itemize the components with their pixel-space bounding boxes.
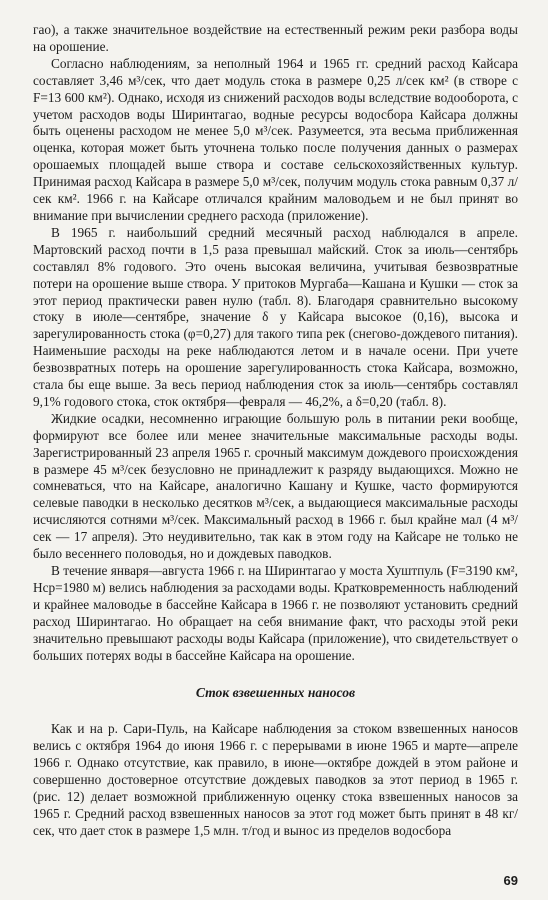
paragraph-1965-discharge: В 1965 г. наибольший средний месячный расход наблюдался в апреле. Мартовский расход почти в 1,5 раза превышал майский. Сток за июль—сентябрь составлял 8% годового. Это очень высокая величина, учитывая безвозвратные потери на орошение выше створа. У притоков Мургаба—Кашана и Кушки — сток за этот период практически равен нулю (табл. 8). Благодаря сравнительно высокому стоку в июле—сентябре, значение δ у Кайсара высокое (0,16), высока и зарегулированность стока (φ=0,27) для такого типа рек (снегово-дождевого питания). Наименьшие расходы на реке наблюдаются летом и в начале осени. При учете безвозвратных потерь на орошение зарегулированность стока Кайсара, возможно, стала бы еще выше. За весь период наблюдения сток за июль—сентябрь составлял 9,1% годового стока, сток октября—февраля — 46,2%, а δ=0,20 (табл. 8). (33, 224, 518, 409)
paragraph-shirintagao: В течение января—августа 1966 г. на Ширинтагао у моста Хуштпуль (F=3190 км², Hср=1980 м) велись наблюдения за расходами воды. Кратковременность наблюдений и крайнее маловодье в бассейне Кайсара в 1966 г. не позволяют установить средний расход Ширинтагао. Но обращает на себя внимание факт, что расходы этой реки значительно превышают расходы воды Кайсара (приложение), что свидетельствует о больших потерях воды в бассейне Кайсара на орошение. (33, 563, 518, 663)
paragraph-liquid-precipitation: Жидкие осадки, несомненно играющие большую роль в питании реки вообще, формируют все более или менее значительные максимальные расходы воды. Зарегистрированный 23 апреля 1965 г. срочный максимум дождевого происхождения в размере 45 м³/сек безусловно не принадлежит к разряду выдающихся. Можно не сомневаться, что на Кайсаре, аналогично Кашану и Кушке, часто формируются селевые паводки в несколько десятков м³/сек, а выдающиеся максимальные расходы исчисляются сотнями м³/сек. Максимальный расход в 1966 г. был крайне мал (4 м³/сек — 17 апреля). Это неудивительно, так как в этом году на Кайсаре не только не было весеннего половодья, но и дождевых паводков. (33, 410, 518, 562)
page-number: 69 (503, 873, 518, 888)
section-heading: Сток взвешенных наносов (195, 685, 356, 701)
paragraph-suspended-sediment: Как и на р. Сари-Пуль, на Кайсаре наблюдения за стоком взвешенных наносов велись с октября 1964 до июня 1966 г. с перерывами в июне 1965 и марте—апреле 1966 г. Однако отсутствие, как правило, в июне—октябре дождей в этом районе и совершенно достоверное отсутствие дождевых паводков за этот период в 1965 г. (рис. 12) делает возможной приближенную оценку стока взвешенных наносов за 1965 г. Средний расход взвешенных наносов за этот год может быть принят в 48 кг/сек, что дает сток в размере 1,5 млн. т/год и вынос из пределов водосбора (33, 721, 518, 838)
paragraph-continuation: гао), а также значительное воздействие на естественный режим реки разбора воды на орошение. (33, 22, 518, 54)
paragraph-mean-discharge: Согласно наблюдениям, за неполный 1964 и 1965 гг. средний расход Кайсара составляет 3,46 м³/сек, что дает модуль стока в размере 0,25 л/сек км² (в створе с F=13 600 км²). Однако, исходя из снижений расходов воды вследствие водооборота, с учетом расходов воды Ширинтагао, водные ресурсы водосбора Кайсара должны быть оценены расходом не менее 5,0 м³/сек. Разумеется, эта весьма приближенная оценка, которая может быть уточнена только после получения данных о размерах орошаемых площадей выше створа и составе сельскохозяйственных культур. Принимая расход Кайсара в размере 5,0 м³/сек, получим модуль стока равным 0,37 л/сек км². 1966 г. на Кайсаре отличался крайним маловодьем и не был принят во внимание при вычислении среднего расхода (приложение). (33, 55, 518, 223)
